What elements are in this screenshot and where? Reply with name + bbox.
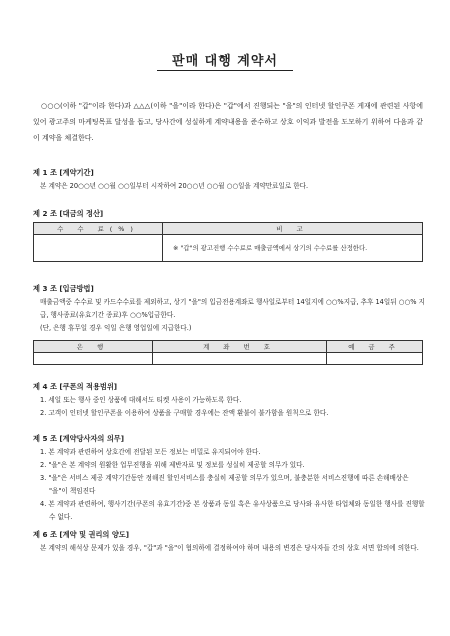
list-item: 2. 고객이 인터넷 할인쿠폰을 이용하여 상품을 구매할 경우에는 잔액 환불이 불가함을 원칙으로 한다. <box>40 409 329 417</box>
article-6-body: 본 계약의 해석상 문제가 있을 경우, "갑"과 "을"이 협의하에 결정하여야 하며 내용의 변경은 당사자들 간의 상호 서면 합의에 의한다. <box>40 544 419 552</box>
article-4-heading: 제 4 조 [쿠폰의 적용범위] <box>33 382 118 391</box>
article-5-heading: 제 5 조 [계약당사자의 의무] <box>33 434 125 443</box>
fee-table <box>33 222 423 262</box>
bank-cell <box>34 353 153 365</box>
article-1-heading: 제 1 조 [계약기간] <box>33 168 94 177</box>
article-3-body: 매출금액중 수수료 및 카드수수료를 제외하고, 상기 "을"의 입금전용계좌로 행사일로부터 14일지에 ○○%지급, 추후 14일뒤 ○○% 지급, 행사종료(유효기간 종료)후 ○○%입금한다. <box>40 298 425 319</box>
account-number-column-header: 계 좌 번 호 <box>153 341 327 353</box>
document-title: 판매 대행 계약서 <box>172 54 278 69</box>
fee-note-cell: ※ "갑"의 광고진행 수수료로 매출금액에서 상기의 수수료를 산정한다. <box>163 235 423 262</box>
bank-account-table <box>33 340 423 365</box>
article-4-list <box>40 394 425 420</box>
article-2-heading: 제 2 조 [대금의 정산] <box>33 209 104 218</box>
account-holder-column-header: 예 금 주 <box>327 341 423 353</box>
bank-table-row <box>34 353 423 365</box>
list-item: 4. 본 계약과 관련하여, 행사기간(쿠폰의 유효기간)중 본 상품과 동일 혹은 유사상품으로 당사와 유사한 타업체와 동일한 행사를 진행할 수 없다. <box>40 500 425 521</box>
article-6-heading: 제 6 조 [계약 및 권리의 양도] <box>33 530 130 539</box>
account-holder-cell <box>327 353 423 365</box>
title-underline <box>157 70 293 71</box>
article-1-body: 본 계약은 20○○년 ○○월 ○○일부터 시작하여 20○○년 ○○월 ○○일을 계약만료일로 한다. <box>40 182 309 190</box>
list-item: 3. "을"은 서비스 제공 계약기간동안 정해진 할인서비스를 충실히 제공할 의무가 있으며, 불충분한 서비스진행에 따른 손해배상은 "을"이 책임진다 <box>40 474 409 495</box>
article-5-list <box>40 446 425 524</box>
account-number-cell <box>153 353 327 365</box>
list-item: 1. 본 계약과 관련하여 상호간에 전달된 모든 정보는 비밀로 유지되어야 한다. <box>40 448 261 456</box>
fee-column-header: 수 수 료(%) <box>34 223 163 235</box>
intro-paragraph: ○○○(이하 "갑"이라 한다)과 △△△(이하 "을"이라 한다)은 "갑"에서 진행되는 "을"의 인터넷 할인쿠폰 게재에 관련된 사항에 있어 광고주의 마케팅목표 달성을 돕고, 당사간에 성실하게 계약내용을 준수하고 상호 이익과 발전을 도모하기 위하여 다음과 같이 계약을 체결한다. <box>33 102 423 142</box>
fee-table-row <box>34 235 423 262</box>
article-3-note: (단, 은행 휴무일 경우 익일 은행 영업일에 지급한다.) <box>40 324 192 332</box>
fee-cell <box>34 235 163 262</box>
bank-table-header-row <box>34 341 423 353</box>
list-item: 2. "을"은 본 계약의 원활한 업무진행을 위해 제반자료 및 정보를 성실히 제공할 의무가 있다. <box>40 461 305 469</box>
bank-column-header: 은 행 <box>34 341 153 353</box>
note-column-header: 비 고 <box>163 223 423 235</box>
article-3-heading: 제 3 조 [입금방법] <box>33 284 94 293</box>
fee-table-header-row <box>34 223 423 235</box>
list-item: 1. 세일 또는 행사 중인 상품에 대해서도 티켓 사용이 가능하도록 한다. <box>40 396 242 404</box>
